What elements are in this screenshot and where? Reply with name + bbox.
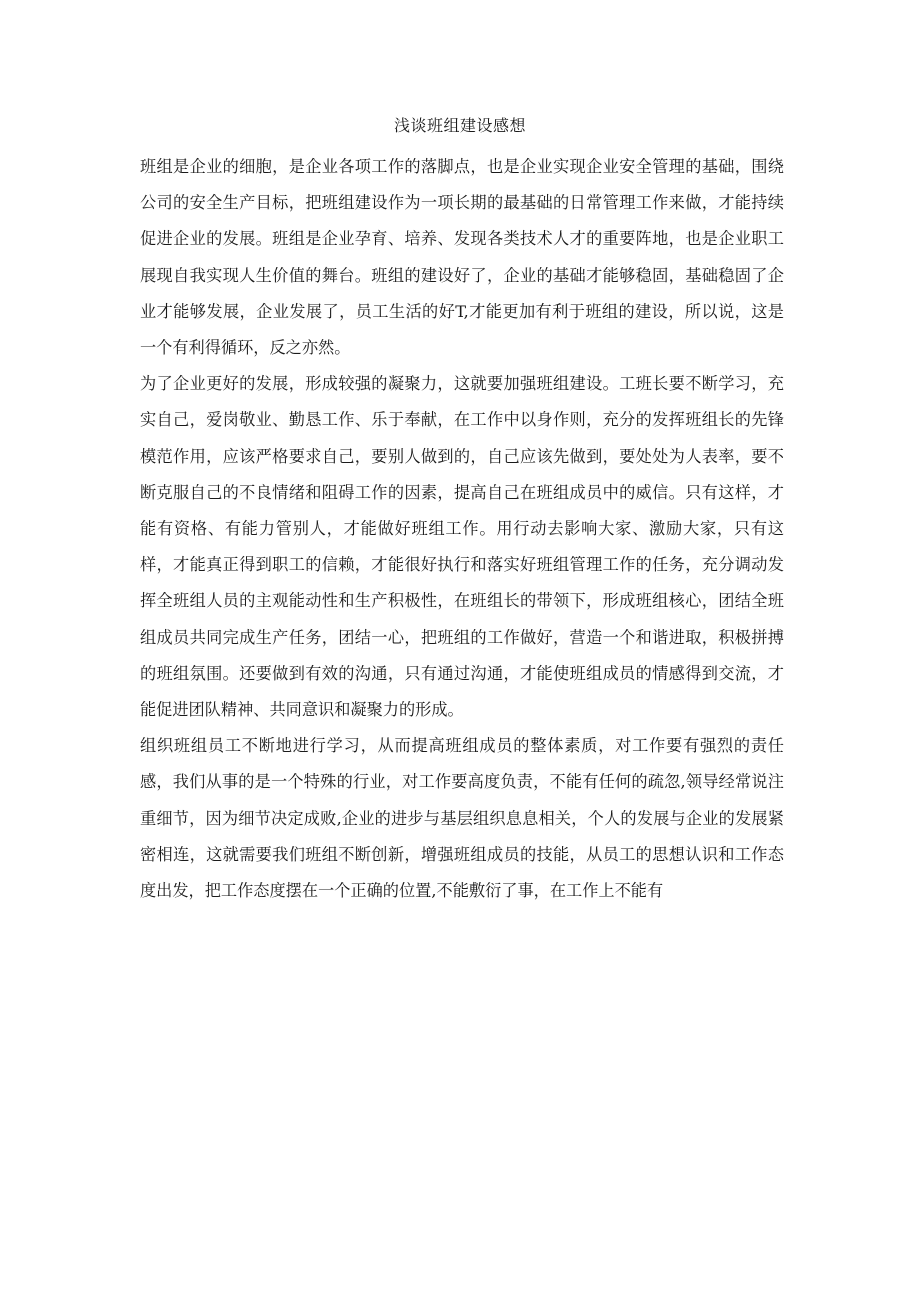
document-title: 浅谈班组建设感想 <box>393 116 526 135</box>
paragraph-2: 为了企业更好的发展，形成较强的凝聚力，这就要加强班组建设。工班长要不断学习，充实自己，爱岗敬业、勤恳工作、乐于奉献，在工作中以身作则，充分的发挥班组长的先锋模范作用，应该严格要求自己，要别人做到的，自己应该先做到，要处处为人表率，要不断克服自己的不良情绪和阻碍工作的因素，提高自己在班组成员中的威信。只有这样，才能有资格、有能力管别人，才能做好班组工作。用行动去影响大家、激励大家，只有这样，才能真正得到职工的信赖，才能很好执行和落实好班组管理工作的任务，充分调动发挥全班组人员的主观能动性和生产积极性，在班组长的带领下，形成班组核心，团结全班组成员共同完成生产任务，团结一心，把班组的工作做好，营造一个和谐进取，积极拼搏的班组氛围。还要做到有效的沟通，只有通过沟通，才能使班组成员的情感得到交流，才能促进团队精神、共同意识和凝聚力的形成。 <box>140 374 784 720</box>
paragraph-1: 班组是企业的细胞，是企业各项工作的落脚点，也是企业实现企业安全管理的基础，围绕公司的安全生产目标，把班组建设作为一项长期的最基础的日常管理工作来做，才能持续促进企业的发展。班组是企业孕育、培养、发现各类技术人才的重要阵地，也是企业职工展现自我实现人生价值的舞台。班组的建设好了，企业的基础才能够稳固，基础稳固了企业才能够发展，企业发展了，员工生活的好T,才能更加有利于班组的建设，所以说，这是一个有利得循环，反之亦然。 <box>140 157 784 358</box>
paragraph-3: 组织班组员工不断地进行学习，从而提高班组成员的整体素质，对工作要有强烈的责任感，我们从事的是一个特殊的行业，对工作要高度负责，不能有任何的疏忽,领导经常说注重细节，因为细节决定成败,企业的进步与基层组织息息相关，个人的发展与企业的发展紧密相连，这就需要我们班组不断创新，增强班组成员的技能，从员工的思想认识和工作态度出发，把工作态度摆在一个正确的位置,不能敷衍了事，在工作上不能有 <box>140 736 784 901</box>
document-body <box>140 149 784 909</box>
